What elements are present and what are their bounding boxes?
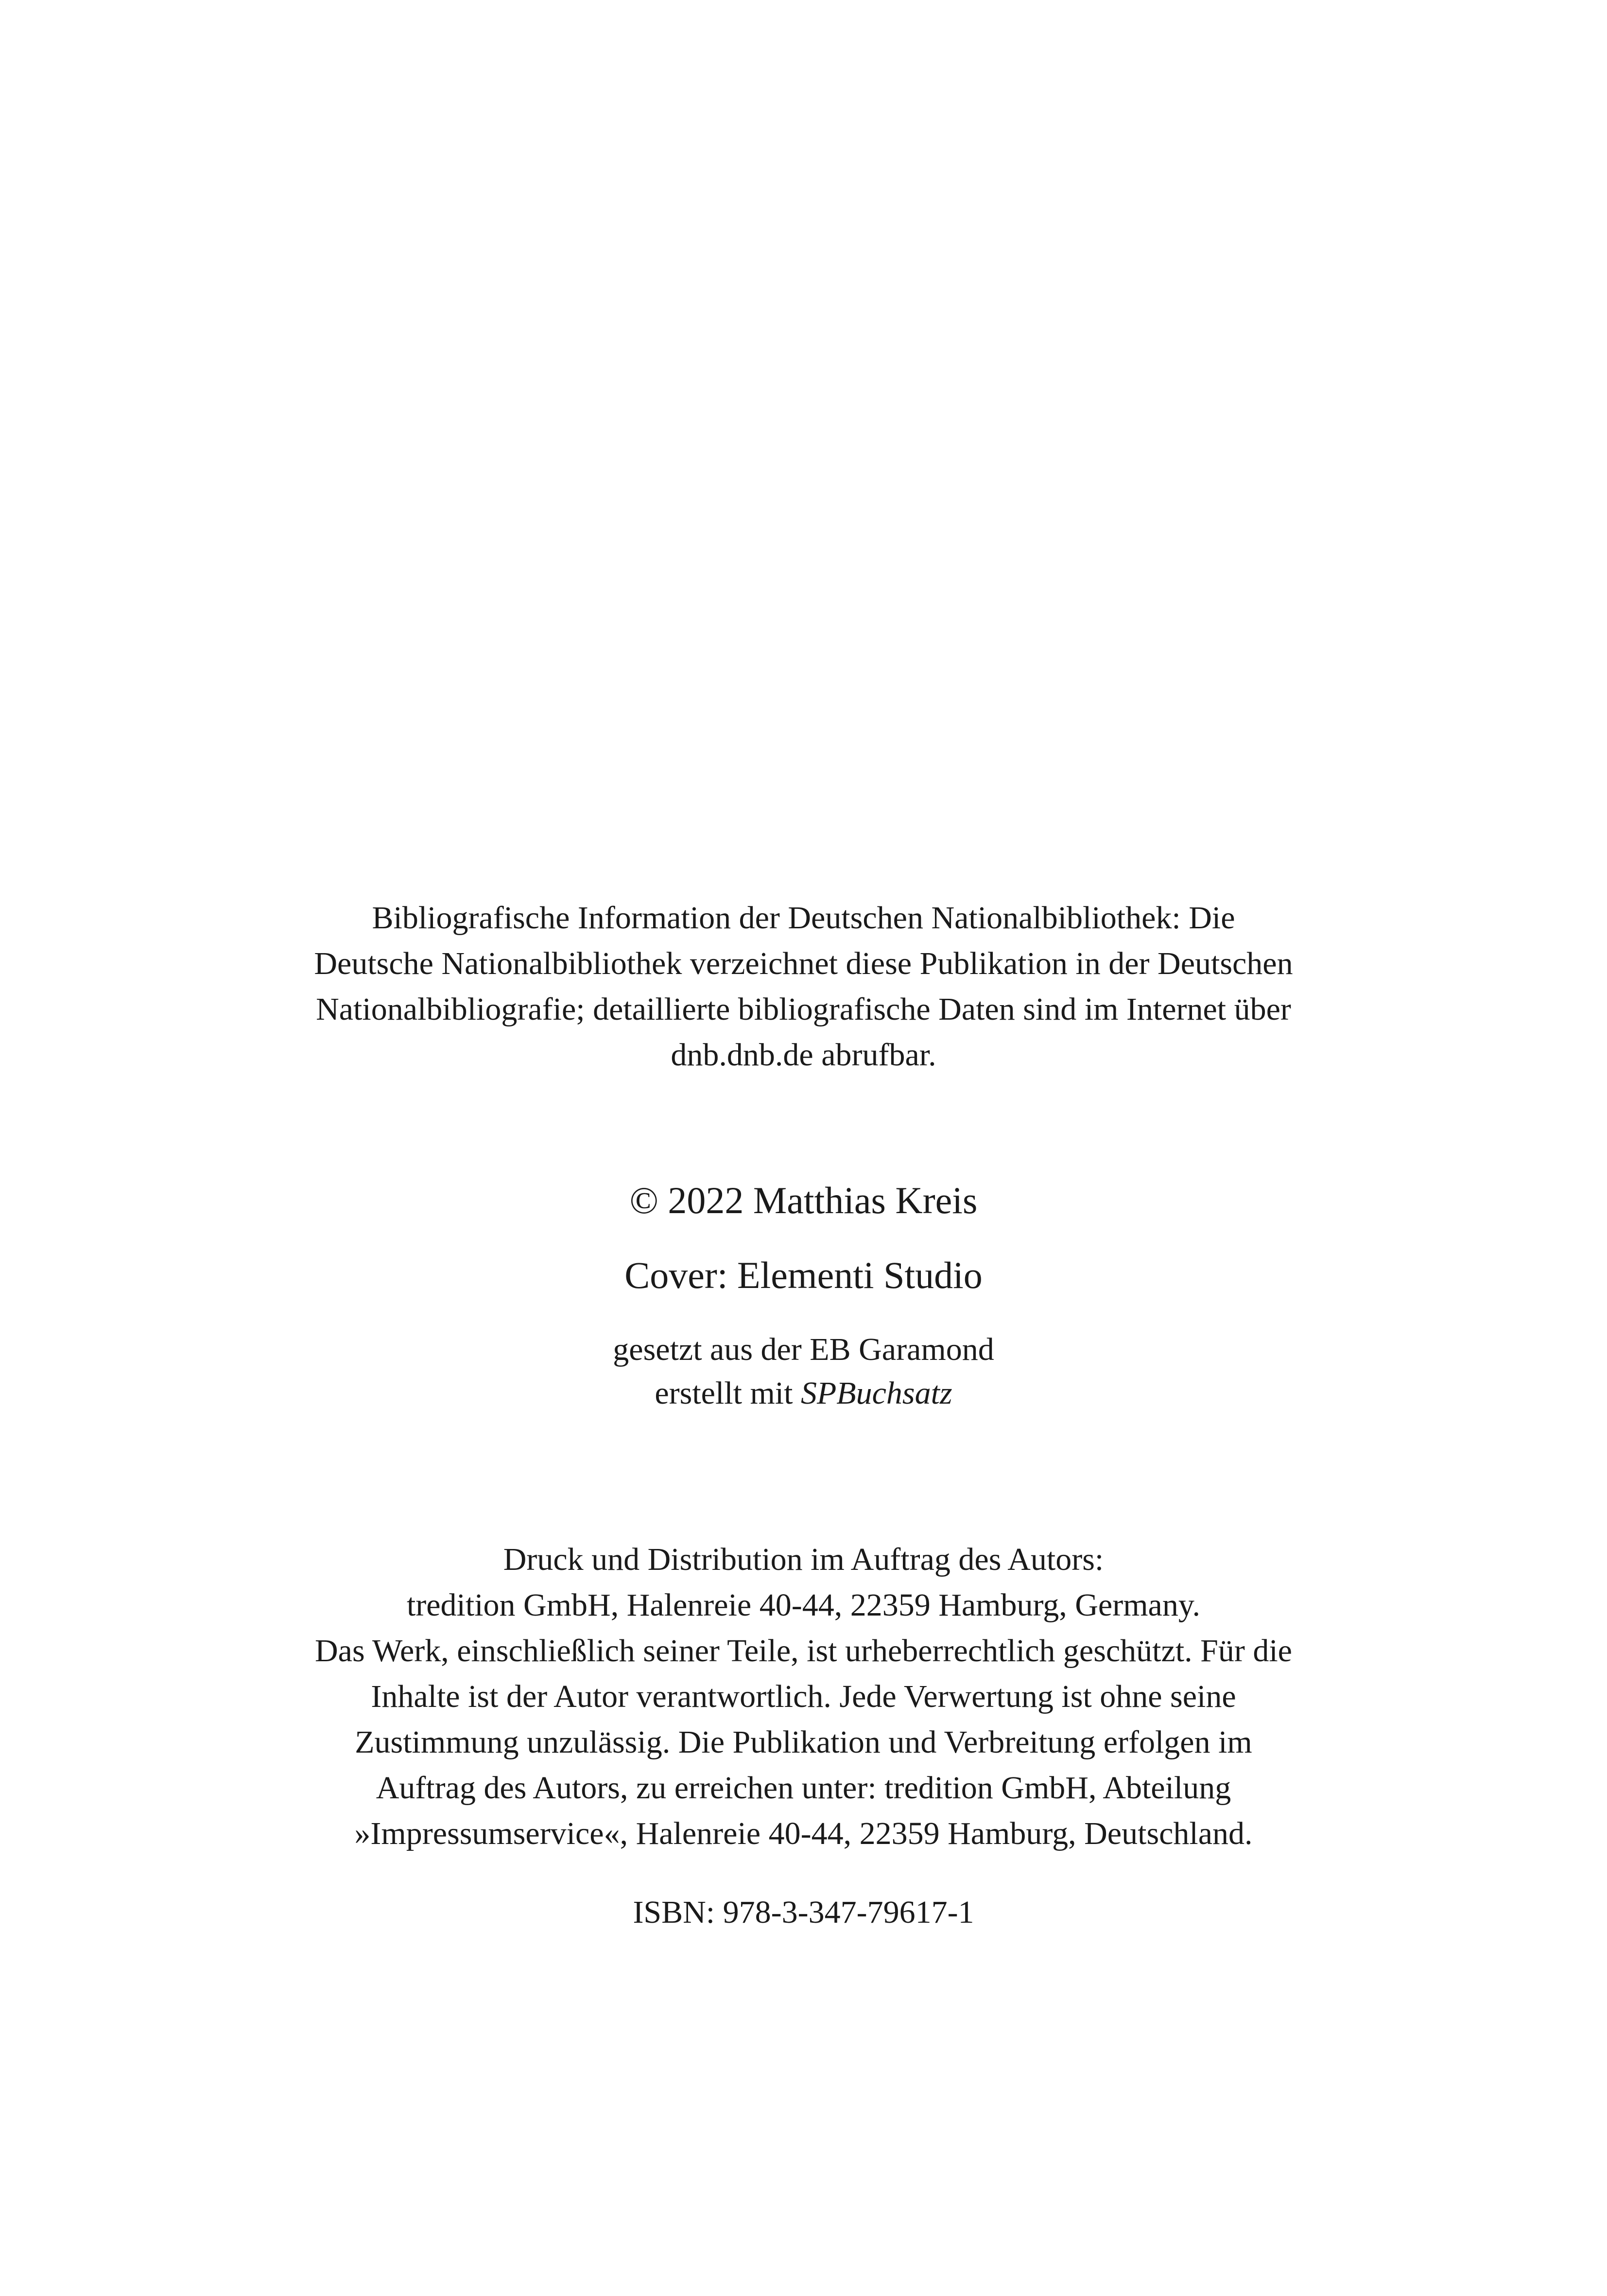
copyright-text: © 2022 Matthias Kreis bbox=[629, 1179, 978, 1221]
print-notice bbox=[0, 1537, 1607, 1857]
bibliographic-note-line: Bibliografische Information der Deutschen Nationalbibliothek: Die bbox=[372, 900, 1235, 936]
typesetting-tool-name: SPBuchsatz bbox=[800, 1375, 952, 1411]
cover-credit-text: Cover: Elementi Studio bbox=[624, 1254, 983, 1296]
print-notice-line: Das Werk, einschließlich seiner Teile, ist urheberrechtlich geschützt. Für die bbox=[315, 1633, 1292, 1669]
print-notice-line: Druck und Distribution im Auftrag des Autors: bbox=[503, 1542, 1104, 1577]
print-notice-line: Zustimmung unzulässig. Die Publikation und Verbreitung erfolgen im bbox=[355, 1724, 1252, 1760]
typesetting-tool-line bbox=[0, 1372, 1607, 1415]
bibliographic-note bbox=[0, 895, 1607, 1078]
print-notice-line: Inhalte ist der Autor verantwortlich. Jede Verwertung ist ohne seine bbox=[371, 1679, 1236, 1714]
print-notice-line: »Impressumservice«, Halenreie 40-44, 22359 Hamburg, Deutschland. bbox=[354, 1816, 1253, 1851]
cover-credit bbox=[0, 1251, 1607, 1300]
isbn-text: ISBN: 978-3-347-79617-1 bbox=[633, 1895, 974, 1930]
typesetting-font-line: gesetzt aus der EB Garamond bbox=[613, 1332, 994, 1367]
print-notice-line: Auftrag des Autors, zu erreichen unter: tredition GmbH, Abteilung bbox=[376, 1770, 1231, 1806]
copyright-line bbox=[0, 1176, 1607, 1225]
typesetting-tool-prefix: erstellt mit bbox=[655, 1375, 801, 1411]
bibliographic-note-line: dnb.dnb.de abrufbar. bbox=[671, 1037, 936, 1073]
isbn-line bbox=[0, 1891, 1607, 1934]
typesetting-note bbox=[0, 1328, 1607, 1415]
bibliographic-note-line: Deutsche Nationalbibliothek verzeichnet diese Publikation in der Deutschen bbox=[314, 946, 1293, 981]
bibliographic-note-line: Nationalbibliografie; detaillierte bibliografische Daten sind im Internet über bbox=[316, 991, 1291, 1027]
print-notice-line: tredition GmbH, Halenreie 40-44, 22359 Hamburg, Germany. bbox=[406, 1587, 1201, 1623]
